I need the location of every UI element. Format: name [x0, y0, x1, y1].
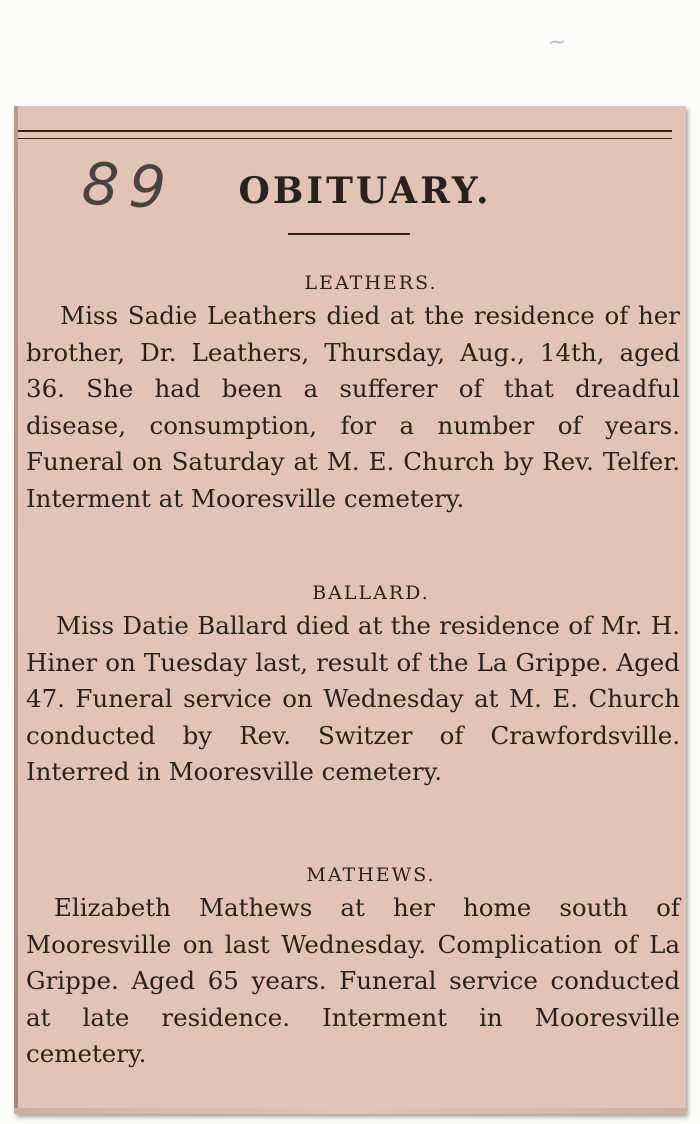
newspaper-clipping: [14, 106, 686, 1114]
torn-bottom-edge: [14, 1108, 686, 1114]
obituary-name-heading: LEATHERS.: [304, 272, 438, 294]
obituary-name-heading: MATHEWS.: [306, 864, 436, 886]
obituary-entry: [26, 582, 680, 791]
obituary-text: Elizabeth Mathews at her home south of Mooresville on last Wednesday. Complication of La Grippe. Aged 65 years. Funeral service conducted at late residence. Interment in Mooresville cemetery.: [26, 893, 680, 1068]
obituary-headline: OBITUARY.: [238, 170, 492, 212]
handwritten-page-number: 89: [80, 149, 178, 223]
obituary-entry: [26, 272, 680, 517]
obituary-text: Miss Sadie Leathers died at the residence of her brother, Dr. Leathers, Thursday, Aug., 14th, aged 36. She had been a sufferer of that dreadful disease, consumption, for a number of years. Funeral on Saturday at M. E. Church by Rev. Telfer. Interment at Mooresville cemetery.: [26, 301, 680, 513]
scan-margin-mark: ~: [547, 29, 568, 56]
obituary-name-heading: BALLARD.: [312, 582, 430, 604]
column-top-rule: [18, 130, 672, 139]
obituary-entry: [26, 864, 680, 1073]
obituary-text: Miss Datie Ballard died at the residence of Mr. H. Hiner on Tuesday last, result of the La Grippe. Aged 47. Funeral service on Wednesday at M. E. Church conducted by Rev. Switzer of Crawfordsville. Interred in Mooresville cemetery.: [26, 611, 680, 786]
headline-divider: [288, 233, 410, 235]
